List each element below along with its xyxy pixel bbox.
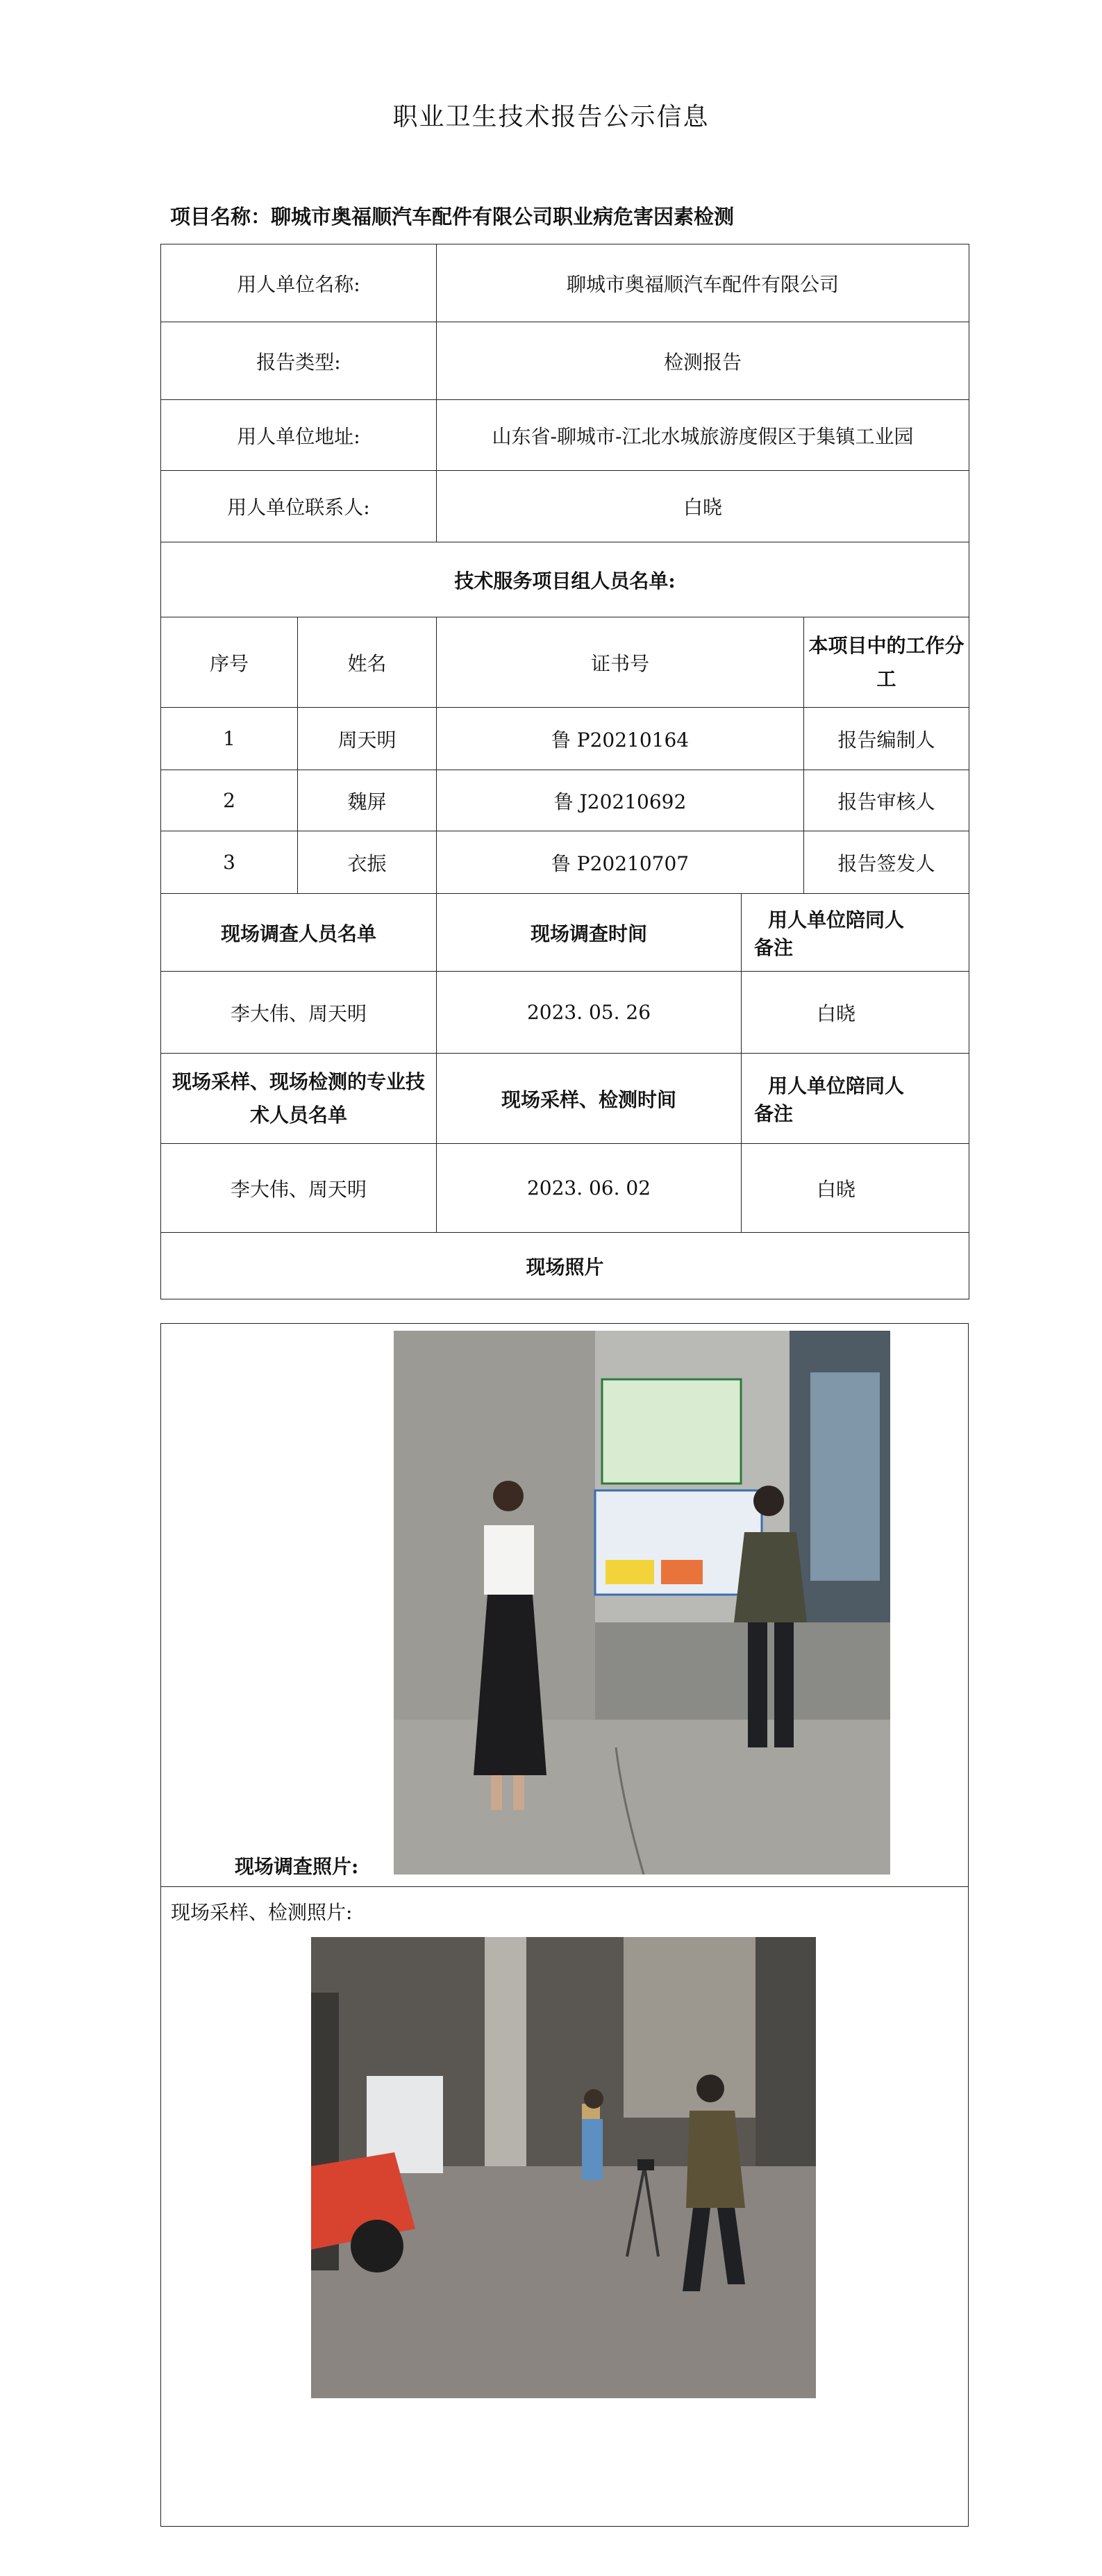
sampling-right — [742, 1144, 969, 1233]
address-value: 山东省-聊城市-江北水城旅游度假区于集镇工业园 — [437, 400, 969, 471]
sampling-photo-label: 现场采样、检测照片: — [171, 1901, 353, 1924]
contact-value: 白晓 — [437, 471, 969, 542]
sampling-header-note: 备注 — [753, 1102, 793, 1125]
team-header-no: 序号 — [161, 617, 298, 708]
team-row-name: 魏屏 — [298, 770, 437, 831]
survey-right — [742, 972, 969, 1054]
team-row — [161, 831, 969, 894]
team-row-role: 报告签发人 — [804, 831, 969, 894]
team-row-cert: 鲁 P20210707 — [437, 831, 804, 894]
sampling-time: 2023. 06. 02 — [437, 1144, 742, 1233]
report-type-value: 检测报告 — [437, 322, 969, 400]
team-header-name: 姓名 — [298, 617, 437, 708]
survey-photo-label: 现场调查照片: — [235, 1855, 359, 1878]
address-label: 用人单位地址: — [161, 400, 437, 471]
team-row-no: 2 — [161, 770, 298, 831]
team-row-cert: 鲁 J20210692 — [437, 770, 804, 831]
project-name: 项目名称：聊城市奥福顺汽车配件有限公司职业病危害因素检测 — [170, 205, 735, 228]
team-row-no: 3 — [161, 831, 298, 894]
survey-header-right — [742, 894, 969, 972]
team-row — [161, 770, 969, 831]
sampling-header-staff: 现场采样、现场检测的专业技术人员名单 — [161, 1054, 437, 1144]
team-row-cert: 鲁 P20210164 — [437, 708, 804, 770]
team-header-cert: 证书号 — [437, 617, 804, 708]
team-row-name: 周天明 — [298, 708, 437, 770]
survey-header-escort: 用人单位陪同人 — [767, 908, 904, 931]
survey-staff: 李大伟、周天明 — [161, 972, 437, 1054]
sampling-header-right — [742, 1054, 969, 1144]
photos-heading: 现场照片 — [161, 1233, 969, 1299]
survey-header-time: 现场调查时间 — [437, 894, 742, 972]
page-title: 职业卫生技术报告公示信息 — [392, 103, 710, 131]
unit-name-label: 用人单位名称: — [161, 244, 437, 322]
team-row-role: 报告编制人 — [804, 708, 969, 770]
survey-header-note: 备注 — [753, 936, 793, 959]
sampling-staff: 李大伟、周天明 — [161, 1144, 437, 1233]
photo-divider — [161, 1886, 968, 1887]
team-row — [161, 708, 969, 770]
team-header-role: 本项目中的工作分工 — [804, 617, 969, 708]
sampling-photo — [311, 1937, 816, 2398]
team-row-name: 衣振 — [298, 831, 437, 894]
unit-name-value: 聊城市奥福顺汽车配件有限公司 — [437, 244, 969, 322]
survey-header-staff: 现场调查人员名单 — [161, 894, 437, 972]
team-heading: 技术服务项目组人员名单: — [161, 542, 969, 617]
team-row-no: 1 — [161, 708, 298, 770]
survey-escort: 白晓 — [816, 1002, 855, 1025]
report-type-label: 报告类型: — [161, 322, 437, 400]
sampling-header-escort: 用人单位陪同人 — [767, 1074, 904, 1097]
team-row-role: 报告审核人 — [804, 770, 969, 831]
sampling-escort: 白晓 — [816, 1177, 855, 1201]
photo-section — [160, 1323, 969, 2527]
survey-time: 2023. 05. 26 — [437, 972, 742, 1054]
contact-label: 用人单位联系人: — [161, 471, 437, 542]
report-info-table — [160, 244, 969, 1299]
sampling-header-time: 现场采样、检测时间 — [437, 1054, 742, 1144]
survey-photo — [394, 1331, 890, 1875]
